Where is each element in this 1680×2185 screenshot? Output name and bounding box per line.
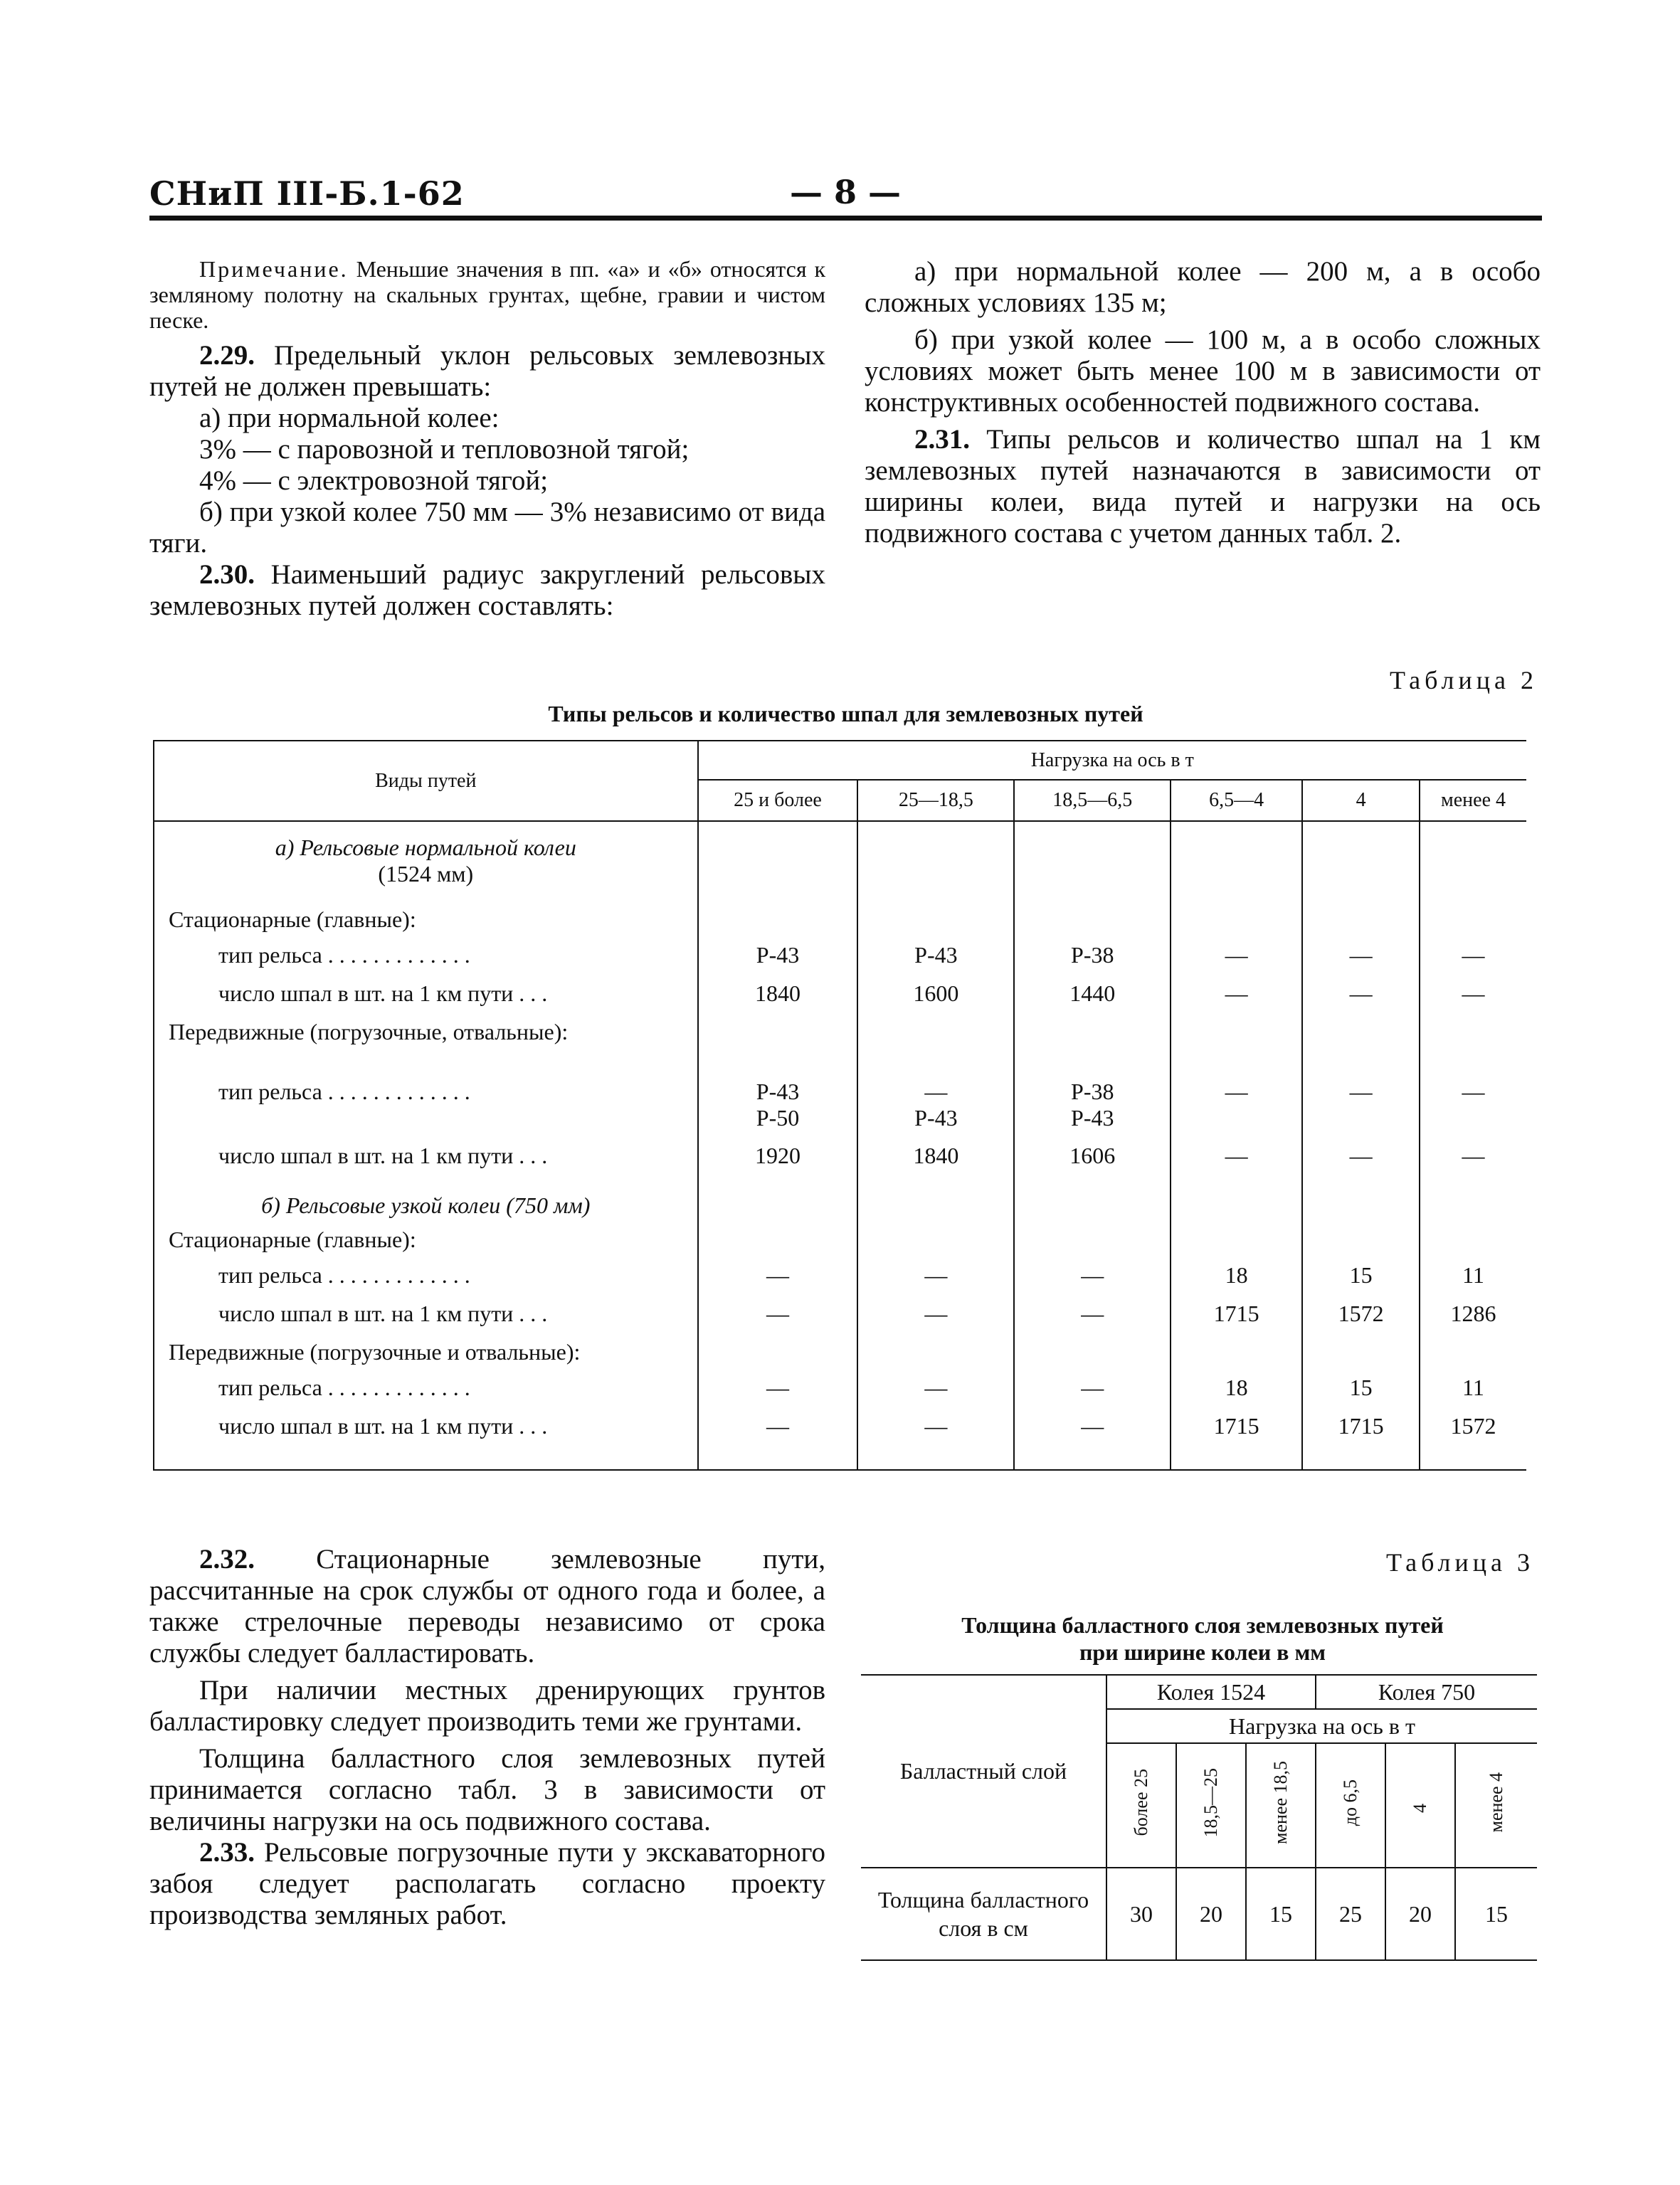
table2-row-label: тип рельса . . . . . . . . . . . . .: [154, 942, 698, 980]
paragraph: Толщина балластного слоя землевозных путей принимается согласно табл. 3 в зависимости от величины нагрузки на ось подвижного состава.: [149, 1743, 825, 1836]
paragraph-2-32: [149, 1544, 825, 1669]
table2-cell: [1420, 1079, 1526, 1143]
table2-cell-value: 1715: [1213, 1413, 1259, 1439]
table-row: [154, 1375, 1526, 1413]
left-column: [149, 256, 825, 622]
table2-cell: [698, 906, 858, 942]
table2-cell: [857, 1019, 1014, 1079]
table-row: [154, 980, 1526, 1019]
table3-cell: 25: [1316, 1868, 1385, 1960]
table2-group-label: Передвижные (погрузочные и отвальные):: [154, 1339, 698, 1375]
table2-cell: [698, 1413, 858, 1470]
table-row: [154, 1143, 1526, 1187]
right-column: [865, 256, 1541, 549]
table2-cell: [1302, 906, 1420, 942]
table2-cell: [857, 1187, 1014, 1227]
table2-cell-value: Р-38: [1071, 1079, 1114, 1104]
list-item: а) при нормальной колее — 200 м, а в особо сложных условиях 135 м;: [865, 256, 1541, 318]
table2-cell-value: —: [924, 1079, 948, 1104]
table3-col-header: [1246, 1743, 1316, 1868]
clause-text: Типы рельсов и количество шпал на 1 км землевозных путей назначаются в зависимости от ширины колеи, вида путей и нагрузки на ось подвижного состава с учетом данных табл. 2.: [865, 424, 1541, 549]
table2-cell-value: —: [766, 1301, 790, 1326]
table2-header-group: Нагрузка на ось в т: [698, 741, 1526, 780]
table-row: [154, 1262, 1526, 1301]
table3-col-label: до 6,5: [1340, 1779, 1361, 1826]
table2-cell-value: 1840: [913, 1143, 959, 1168]
table2-cell-value: —: [1349, 942, 1373, 968]
table2-cell-value: 1840: [755, 980, 801, 1006]
table2-cell: [1302, 1227, 1420, 1262]
table2-header-left: Виды путей: [154, 741, 698, 821]
table3-col-header: [1176, 1743, 1246, 1868]
list-item: 4% — с электровозной тягой;: [199, 465, 549, 496]
table2-cell: [1014, 1187, 1171, 1227]
table2-cell: [857, 1262, 1014, 1301]
table3-title-line: Толщина балластного слоя землевозных путей: [961, 1612, 1444, 1638]
table2-cell: [1302, 821, 1420, 906]
table2-cell: [1420, 1227, 1526, 1262]
table2-row-label: тип рельса . . . . . . . . . . . . .: [154, 1375, 698, 1413]
table2-cell: [1420, 1187, 1526, 1227]
table2-cell: [698, 1187, 858, 1227]
table2: [153, 740, 1526, 1471]
table2-cell-value: 1606: [1069, 1143, 1116, 1168]
page-number: — 8 —: [790, 173, 902, 211]
table2-cell-value: —: [924, 1262, 948, 1288]
table2-cell: [1171, 1079, 1302, 1143]
table2-cell-value: —: [1462, 1143, 1485, 1168]
table2-cell: [1171, 1413, 1302, 1470]
table2-cell: [1171, 1227, 1302, 1262]
table3-load-group: Нагрузка на ось в т: [1106, 1709, 1537, 1743]
table2-group-label: Стационарные (главные):: [154, 906, 698, 942]
table2-cell-value: 11: [1462, 1375, 1484, 1400]
table2-group-label: Передвижные (погрузочные, отвальные):: [154, 1019, 698, 1079]
table3-cell: 20: [1385, 1868, 1455, 1960]
table2-group-label: Стационарные (главные):: [154, 1227, 698, 1262]
table2-cell: [1014, 1375, 1171, 1413]
table2-cell-value: —: [1081, 1301, 1104, 1326]
table2-row-label: число шпал в шт. на 1 км пути . . .: [154, 1301, 698, 1339]
table3-col-header: [1316, 1743, 1385, 1868]
table2-cell: [1171, 821, 1302, 906]
table3-row-label: Толщина балластного слоя в см: [861, 1868, 1106, 1960]
table2-cell-value: 1715: [1338, 1413, 1384, 1439]
table2-cell-value: 1440: [1069, 980, 1116, 1006]
table2-cell: [1302, 1339, 1420, 1375]
table2-cell: [1420, 821, 1526, 906]
table2-cell: [1171, 1019, 1302, 1079]
table3-col-label: более 25: [1131, 1769, 1151, 1836]
table3-col-label: 4: [1410, 1804, 1430, 1813]
table2-cell-value: —: [1462, 942, 1485, 968]
list-item: а) при нормальной колее:: [199, 403, 500, 433]
table2-col-header: 18,5—6,5: [1014, 780, 1171, 821]
table2-cell: [1302, 1262, 1420, 1301]
table2-cell: [857, 1227, 1014, 1262]
table2-cell-value: —: [1081, 1413, 1104, 1439]
table2-row-label: тип рельса . . . . . . . . . . . . .: [154, 1262, 698, 1301]
table2-cell: [1014, 942, 1171, 980]
clause-number: 2.32.: [199, 1544, 255, 1575]
table3-gauge-750: Колея 750: [1316, 1675, 1537, 1709]
list-item: б) при узкой колее 750 мм — 3% независимо от вида тяги.: [149, 497, 825, 559]
table2-cell: [1014, 1227, 1171, 1262]
table2-cell: [1420, 1413, 1526, 1470]
list-item: 3% — с паровозной и тепловозной тягой;: [199, 434, 690, 465]
table2-cell-value: —: [1349, 1079, 1373, 1104]
table3-cell: 20: [1176, 1868, 1246, 1960]
table2-cell: [698, 1143, 858, 1187]
table2-cell-value: 18: [1225, 1262, 1248, 1288]
table-row: [154, 1079, 1526, 1143]
table2-cell-value: 1286: [1450, 1301, 1496, 1326]
section-title: а) Рельсовые нормальной колеи: [275, 835, 576, 860]
table2-section-heading: [154, 1187, 698, 1227]
table2-col-header: менее 4: [1420, 780, 1526, 821]
table2-cell-value: Р-50: [756, 1105, 800, 1131]
table2-col-header: 6,5—4: [1171, 780, 1302, 821]
table2-cell-value: —: [1225, 1079, 1248, 1104]
table2-cell: [857, 906, 1014, 942]
clause-number: 2.29.: [199, 340, 255, 371]
table2-cell: [698, 942, 858, 980]
table2-row-label: число шпал в шт. на 1 км пути . . .: [154, 980, 698, 1019]
note-label: Примечание.: [199, 256, 349, 282]
table2-cell-value: Р-38: [1071, 942, 1114, 968]
table2-cell-value: —: [766, 1375, 790, 1400]
table-row: [154, 1339, 1526, 1375]
table2-cell-value: —: [1081, 1262, 1104, 1288]
section-subtitle: (1524 мм): [378, 861, 474, 887]
table-row: [154, 1413, 1526, 1470]
table2-cell: [698, 1079, 858, 1143]
table2-cell: [1420, 1375, 1526, 1413]
bottom-left-column: [149, 1544, 825, 1931]
table2-cell: [1171, 980, 1302, 1019]
table2-cell: [1302, 1413, 1420, 1470]
table-row: [154, 1187, 1526, 1227]
table2-cell: [1014, 1413, 1171, 1470]
table-row: [154, 1301, 1526, 1339]
table2-cell: [1302, 980, 1420, 1019]
table3-gauge-1524: Колея 1524: [1106, 1675, 1316, 1709]
table2-cell: [1014, 906, 1171, 942]
table2-cell: [1014, 1301, 1171, 1339]
clause-text: Предельный уклон рельсовых землевозных путей не должен превышать:: [149, 340, 825, 402]
table2-row-label: число шпал в шт. на 1 км пути . . .: [154, 1413, 698, 1470]
table-row: [154, 1227, 1526, 1262]
table-row: [154, 821, 1526, 906]
table2-cell: [1014, 1339, 1171, 1375]
table3-col-label: менее 18,5: [1270, 1761, 1291, 1844]
table2-cell-value: 15: [1349, 1262, 1373, 1288]
clause-text: Стационарные землевозные пути, рассчитанные на срок службы от одного года и более, а также стрелочные переводы независимо от срока службы следует балластировать.: [149, 1544, 826, 1668]
table2-cell: [1171, 1339, 1302, 1375]
table2-cell: [857, 1301, 1014, 1339]
table2-cell-value: 18: [1225, 1375, 1248, 1400]
table2-cell: [1014, 980, 1171, 1019]
table3-col-header: [1455, 1743, 1537, 1868]
table2-cell: [1302, 1375, 1420, 1413]
note-text: Меньшие значения в пп. «а» и «б» относятся к земляному полотну на скальных грунтах, щебне, гравии и чистом песке.: [149, 256, 826, 333]
table-row: [154, 942, 1526, 980]
table2-cell: [1302, 1301, 1420, 1339]
table2-cell: [1302, 1187, 1420, 1227]
table2-cell-value: 11: [1462, 1262, 1484, 1288]
table2-cell: [1302, 1019, 1420, 1079]
section-title: б) Рельсовые узкой колеи (750 мм): [261, 1192, 591, 1218]
table2-cell: [1302, 942, 1420, 980]
note-paragraph: [149, 256, 825, 333]
table2-cell: [1171, 1301, 1302, 1339]
table2-cell-value: 15: [1349, 1375, 1373, 1400]
table3-caption: Таблица 3: [1386, 1548, 1534, 1577]
table2-cell: [1420, 1019, 1526, 1079]
table2-cell: [1302, 1143, 1420, 1187]
list-item: б) при узкой колее — 100 м, а в особо сложных условиях может быть менее 100 м в зависимости от конструктивных особенностей подвижного состава.: [865, 324, 1541, 418]
table2-cell-value: —: [1349, 1143, 1373, 1168]
table2-cell: [1171, 1143, 1302, 1187]
paragraph-2-29: [149, 340, 825, 403]
table2-cell-value: Р-43: [1071, 1105, 1114, 1131]
table2-cell-value: 1572: [1450, 1413, 1496, 1439]
table2-section-heading: [154, 821, 698, 906]
table2-cell-value: —: [1225, 1143, 1248, 1168]
table2-cell: [1420, 1262, 1526, 1301]
table2-row-label: число шпал в шт. на 1 км пути . . .: [154, 1143, 698, 1187]
table3-col-header: [1106, 1743, 1176, 1868]
table2-cell: [698, 1227, 858, 1262]
table2-cell: [698, 1262, 858, 1301]
table2-cell: [698, 1375, 858, 1413]
table2-cell-value: —: [1225, 942, 1248, 968]
table2-cell: [1420, 906, 1526, 942]
table2-col-header: 4: [1302, 780, 1420, 821]
table2-cell: [1171, 1375, 1302, 1413]
table2-cell-value: —: [924, 1301, 948, 1326]
table2-cell: [1014, 1079, 1171, 1143]
table2-cell: [857, 1375, 1014, 1413]
table2-cell: [857, 942, 1014, 980]
table2-cell: [857, 821, 1014, 906]
clause-number: 2.30.: [199, 559, 255, 590]
table3-row-header: Балластный слой: [861, 1675, 1106, 1868]
table2-cell: [698, 980, 858, 1019]
table2-cell: [1420, 942, 1526, 980]
table2-col-header: 25—18,5: [857, 780, 1014, 821]
table3: [861, 1674, 1537, 1961]
paragraph-2-33: [149, 1837, 825, 1931]
table2-cell-value: —: [766, 1262, 790, 1288]
table3-title: [865, 1612, 1541, 1666]
table2-cell: [1171, 1262, 1302, 1301]
table2-col-header: 25 и более: [698, 780, 858, 821]
table2-cell: [1171, 1187, 1302, 1227]
table2-cell: [857, 980, 1014, 1019]
table2-cell-value: —: [1081, 1375, 1104, 1400]
paragraph-2-31: [865, 424, 1541, 549]
table2-cell: [1014, 1143, 1171, 1187]
clause-number: 2.33.: [199, 1837, 255, 1868]
table2-cell-value: 1920: [755, 1143, 801, 1168]
table2-cell: [857, 1079, 1014, 1143]
table2-cell: [1420, 1339, 1526, 1375]
table2-cell-value: 1572: [1338, 1301, 1384, 1326]
table-row: [154, 1019, 1526, 1079]
table2-cell-value: 1715: [1213, 1301, 1259, 1326]
table2-cell: [1014, 1019, 1171, 1079]
table2-cell: [1420, 1143, 1526, 1187]
table2-cell-value: Р-43: [756, 1079, 800, 1104]
table3-col-label: менее 4: [1486, 1772, 1506, 1833]
table2-cell-value: —: [1462, 1079, 1485, 1104]
table2-cell: [1014, 821, 1171, 906]
clause-number: 2.31.: [914, 424, 970, 455]
table2-caption: Таблица 2: [1390, 666, 1538, 694]
table2-row-label: тип рельса . . . . . . . . . . . . .: [154, 1079, 698, 1143]
table2-cell-value: Р-43: [914, 1105, 958, 1131]
table2-cell-value: —: [924, 1413, 948, 1439]
table2-cell-value: Р-43: [914, 942, 958, 968]
table2-cell: [1014, 1262, 1171, 1301]
table2-cell: [698, 821, 858, 906]
table2-cell-value: —: [924, 1375, 948, 1400]
table3-cell: 30: [1106, 1868, 1176, 1960]
table2-cell: [1171, 906, 1302, 942]
table3-title-line: при ширине колеи в мм: [1079, 1639, 1326, 1665]
paragraph-2-30: [149, 559, 825, 622]
table-row: [154, 906, 1526, 942]
table2-cell: [857, 1143, 1014, 1187]
table2-cell-value: Р-43: [756, 942, 800, 968]
table2-cell: [698, 1019, 858, 1079]
table2-cell: [1420, 1301, 1526, 1339]
table2-cell-value: —: [1225, 980, 1248, 1006]
clause-text: Наименьший радиус закруглений рельсовых землевозных путей должен составлять:: [149, 559, 825, 621]
table2-cell: [857, 1339, 1014, 1375]
table3-cell: 15: [1455, 1868, 1537, 1960]
clause-text: Рельсовые погрузочные пути у экскаваторного забоя следует располагать согласно проекту производства земляных работ.: [149, 1837, 825, 1930]
table2-cell: [1171, 942, 1302, 980]
table2-cell-value: —: [1349, 980, 1373, 1006]
paragraph: При наличии местных дренирующих грунтов балластировку следует производить теми же грунтами.: [149, 1675, 825, 1737]
table3-cell: 15: [1246, 1868, 1316, 1960]
table2-cell: [857, 1413, 1014, 1470]
table2-cell-value: —: [766, 1413, 790, 1439]
header-rule: [149, 216, 1542, 221]
table2-cell-value: —: [1462, 980, 1485, 1006]
table3-col-header: [1385, 1743, 1455, 1868]
table2-cell-value: 1600: [913, 980, 959, 1006]
table2-cell: [1420, 980, 1526, 1019]
table3-col-label: 18,5—25: [1200, 1767, 1221, 1838]
table2-cell: [698, 1339, 858, 1375]
table2-title: Типы рельсов и количество шпал для землевозных путей: [548, 701, 1143, 726]
table2-cell: [698, 1301, 858, 1339]
document-code: СНиП III-Б.1-62: [149, 174, 465, 213]
table2-cell: [1302, 1079, 1420, 1143]
